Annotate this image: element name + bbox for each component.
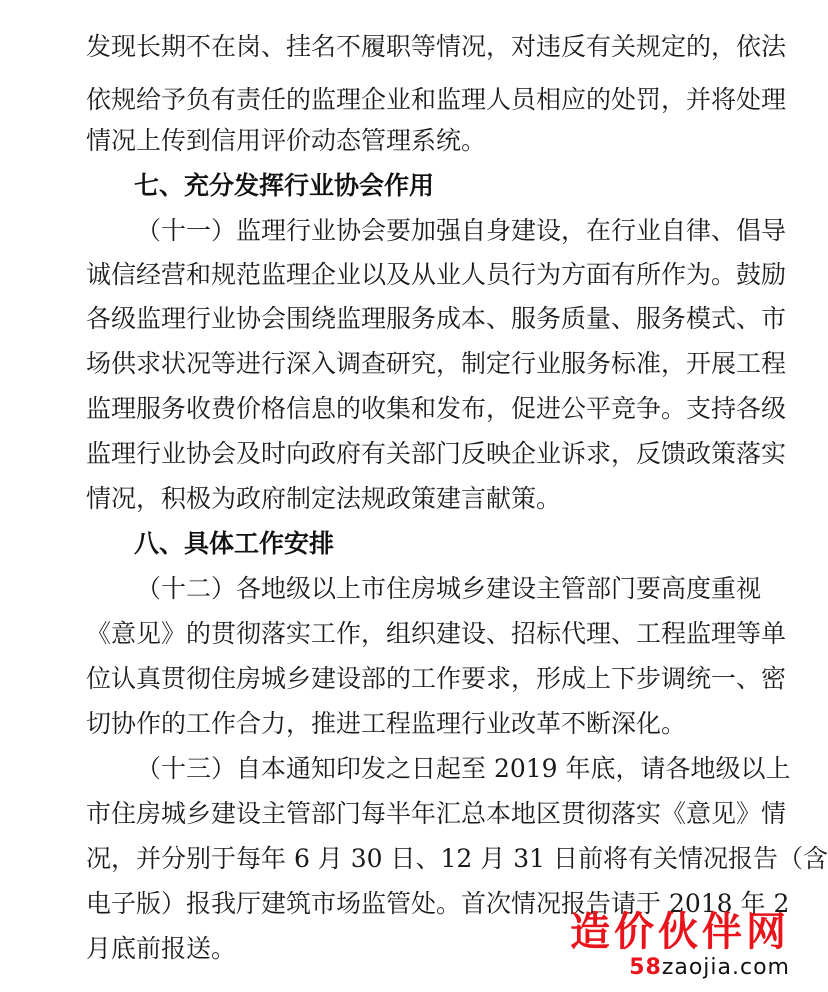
watermark-url-number: 58 xyxy=(629,955,662,980)
text-line: 依规给予负有责任的监理企业和监理人员相应的处罚，并将处理 xyxy=(86,85,787,114)
text-line: 《意见》的贯彻落实工作，组织建设、招标代理、工程监理等单 xyxy=(86,619,787,648)
section-heading-7: 七、充分发挥行业协会作用 xyxy=(134,171,435,200)
text-line: 情况，积极为政府制定法规政策建言献策。 xyxy=(86,484,562,513)
text-line: 场供求状况等进行深入调查研究，制定行业服务标准，开展工程 xyxy=(86,349,787,378)
text-line: 切协作的工作合力，推进工程监理行业改革不断深化。 xyxy=(86,709,687,738)
text-line: 各级监理行业协会围绕监理服务成本、服务质量、服务模式、市 xyxy=(86,304,787,333)
text-line: 况，并分别于每年 6 月 30 日、12 月 31 日前将有关情况报告（含 xyxy=(86,844,828,873)
text-line: 市住房城乡建设主管部门每半年汇总本地区贯彻落实《意见》情 xyxy=(86,799,787,828)
watermark-url-domain: zaojia.com xyxy=(661,955,790,980)
watermark-title: 造价伙伴网 xyxy=(570,908,790,955)
text-line: （十一）监理行业协会要加强自身建设，在行业自律、倡导 xyxy=(136,216,787,245)
text-line: 情况上传到信用评价动态管理系统。 xyxy=(86,126,487,155)
text-line: 诚信经营和规范监理企业以及从业人员行为方面有所作为。鼓励 xyxy=(86,260,787,289)
watermark-url xyxy=(629,954,790,982)
text-line: 监理行业协会及时向政府有关部门反映企业诉求，反馈政策落实 xyxy=(86,439,787,468)
section-heading-8: 八、具体工作安排 xyxy=(134,529,335,558)
text-line: 月底前报送。 xyxy=(86,934,237,963)
text-line: （十二）各地级以上市住房城乡建设主管部门要高度重视 xyxy=(136,574,762,603)
text-line: 电子版）报我厅建筑市场监管处。首次情况报告请于 2018 年 2 xyxy=(86,889,790,918)
site-watermark xyxy=(570,908,794,986)
text-line: 监理服务收费价格信息的收集和发布，促进公平竞争。支持各级 xyxy=(86,394,787,423)
text-line: 位认真贯彻住房城乡建设部的工作要求，形成上下步调统一、密 xyxy=(86,664,787,693)
text-line: 发现长期不在岗、挂名不履职等情况，对违反有关规定的，依法 xyxy=(86,32,787,61)
text-line: （十三）自本通知印发之日起至 2019 年底，请各地级以上 xyxy=(136,754,791,783)
